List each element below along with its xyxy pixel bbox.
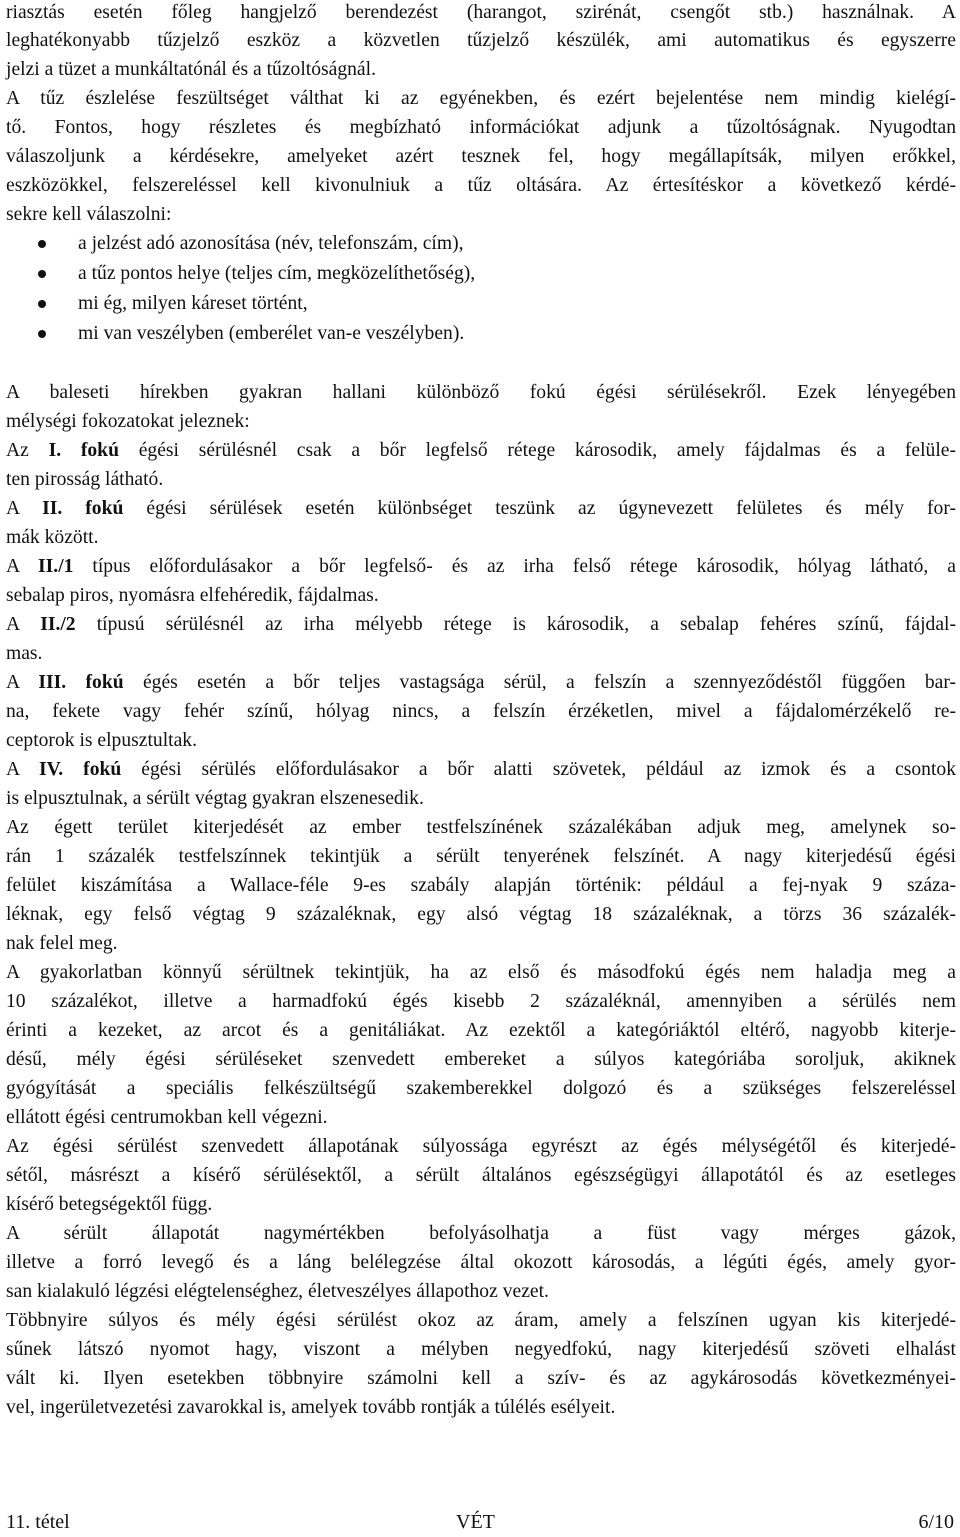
text-line: mélységi fokozatokat jeleznek: [6, 411, 250, 432]
text-line: riasztás esetén főleg hangjelző berendezést (harangot, szirénát, csengőt stb.) használnak. A [6, 2, 956, 23]
text-line: léknak, egy felső végtag 9 százaléknak, egy alsó végtag 18 százaléknak, a törzs 36 százalék- [6, 904, 956, 925]
text-line: leghatékonyabb tűzjelző eszköz a közvetlen tűzjelző készülék, ami automatikus és egyszerre [6, 30, 956, 51]
bullet-icon [38, 330, 46, 338]
text-line: Többnyire súlyos és mély égési sérülést okoz az áram, amely a felszínen ugyan kis kiterjedé- [6, 1310, 956, 1331]
text-line: ceptorok is elpusztultak. [6, 730, 197, 751]
text-line: désű, mély égési sérüléseket szenvedett embereket a súlyos kategóriába soroljuk, akiknek [6, 1049, 956, 1070]
text-line: Az égett terület kiterjedését az ember testfelszínének százalékában adjuk meg, amelynek so- [6, 817, 956, 838]
bullet-icon [38, 240, 46, 248]
degree-1-line: Az I. fokú égési sérülésnél csak a bőr legfelső rétege károsodik, amely fájdalmas és a felüle- [6, 440, 957, 461]
text-line: tő. Fontos, hogy részletes és megbízható információkat adjunk a tűzoltóságnak. Nyugodtan [6, 117, 956, 138]
bullet-icon [38, 300, 46, 308]
text-line: A gyakorlatban könnyű sérültnek tekintjük, ha az első és másodfokú égés nem haladja meg a [6, 962, 956, 983]
text-line: ten pirosság látható. [6, 469, 164, 490]
degree-4-line: A IV. fokú égési sérülés előfordulásakor a bőr alatti szövetek, például az izmok és a csontok [6, 759, 957, 780]
list-item: mi van veszélyben (emberélet van-e veszélyben). [78, 323, 465, 344]
text-line: gyógyítását a speciális felkészültségű szakemberekkel dolgozó és a szükséges felszereléssel [6, 1078, 956, 1099]
footer-page-number: 6/10 [918, 1511, 954, 1533]
text-line: 10 százalékot, illetve a harmadfokú égés kisebb 2 százaléknál, amennyiben a sérülés nem [6, 991, 956, 1012]
text-line: A baleseti hírekben gyakran hallani különböző fokú égési sérülésekről. Ezek lényegében [6, 382, 956, 403]
text-line: vált ki. Ilyen esetekben többnyire számolni kell a szív- és az agykárosodás következményei- [6, 1368, 956, 1389]
text-line: mas. [6, 643, 43, 664]
degree-2-2-line: A II./2 típusú sérülésnél az irha mélyebb rétege is károsodik, a sebalap fehéres színű, fájdal- [6, 614, 957, 635]
text-line: san kialakuló légzési elégtelenséghez, életveszélyes állapothoz vezet. [6, 1281, 549, 1302]
bullet-icon [38, 270, 46, 278]
text-line: A tűz észlelése feszültséget válthat ki az egyénekben, és ezért bejelentése nem mindig kielégí- [6, 88, 956, 109]
degree-2-1-line: A II./1 típus előfordulásakor a bőr legfelső- és az irha felső rétege károsodik, hólyag látható, a [6, 556, 957, 577]
text-line: illetve a forró levegő és a láng belélegzése által okozott károsodás, a légúti égés, amely gyor- [6, 1252, 956, 1273]
footer-left: 11. tétel [6, 1511, 70, 1533]
text-line: sebalap piros, nyomásra elfehéredik, fájdalmas. [6, 585, 379, 606]
list-item: a jelzést adó azonosítása (név, telefonszám, cím), [78, 233, 464, 254]
text-line: felület kiszámítása a Wallace-féle 9-es szabály alapján történik: például a fej-nyak 9 száza- [6, 875, 956, 896]
text-line: válaszoljunk a kérdésekre, amelyeket azért tesznek fel, hogy megállapítsák, milyen erőkkel, [6, 146, 956, 167]
text-line: A sérült állapotát nagymértékben befolyásolhatja a füst vagy mérges gázok, [6, 1223, 956, 1244]
text-line: ellátott égési centrumokban kell végezni. [6, 1107, 328, 1128]
footer-center: VÉT [456, 1511, 495, 1533]
text-line: rán 1 százalék testfelszínnek tekintjük a sérült tenyerének felszínét. A nagy kiterjedésű égési [6, 846, 956, 867]
text-line: sekre kell válaszolni: [6, 204, 172, 225]
text-line: sétől, másrészt a kísérő sérülésektől, a sérült általános egészségügyi állapotától és az esetleges [6, 1165, 956, 1186]
text-line: mák között. [6, 527, 99, 548]
text-line: kísérő betegségektől függ. [6, 1194, 213, 1215]
text-line: is elpusztulnak, a sérült végtag gyakran elszenesedik. [6, 788, 424, 809]
text-line: jelzi a tüzet a munkáltatónál és a tűzoltóságnál. [6, 59, 376, 80]
text-line: nak felel meg. [6, 933, 118, 954]
text-line: Az égési sérülést szenvedett állapotának súlyossága egyrészt az égés mélységétől és kiterjedé- [6, 1136, 956, 1157]
text-line: eszközökkel, felszereléssel kell kivonulniuk a tűz oltására. Az értesítéskor a következő kérdé- [6, 175, 956, 196]
list-item: mi ég, milyen káreset történt, [78, 293, 308, 314]
text-line: érinti a kezeket, az arcot és a genitáliákat. Az ezektől a kategóriáktól eltérő, nagyobb kiterje- [6, 1020, 956, 1041]
text-line: vel, ingerületvezetési zavarokkal is, amelyek tovább rontják a túlélés esélyeit. [6, 1397, 616, 1418]
list-item: a tűz pontos helye (teljes cím, megközelíthetőség), [78, 263, 476, 284]
degree-3-line: A III. fokú égés esetén a bőr teljes vastagsága sérül, a felszín a szennyeződéstől függően bar- [6, 672, 957, 693]
text-line: sűnek látszó nyomot hagy, viszont a mélyben negyedfokú, nagy kiterjedésű szöveti elhalást [6, 1339, 956, 1360]
text-line: na, fekete vagy fehér színű, hólyag nincs, a felszín érzéketlen, mivel a fájdalomérzékelő re- [6, 701, 956, 722]
degree-2-line: A II. fokú égési sérülések esetén különbséget teszünk az úgynevezett felületes és mély for- [6, 498, 956, 519]
